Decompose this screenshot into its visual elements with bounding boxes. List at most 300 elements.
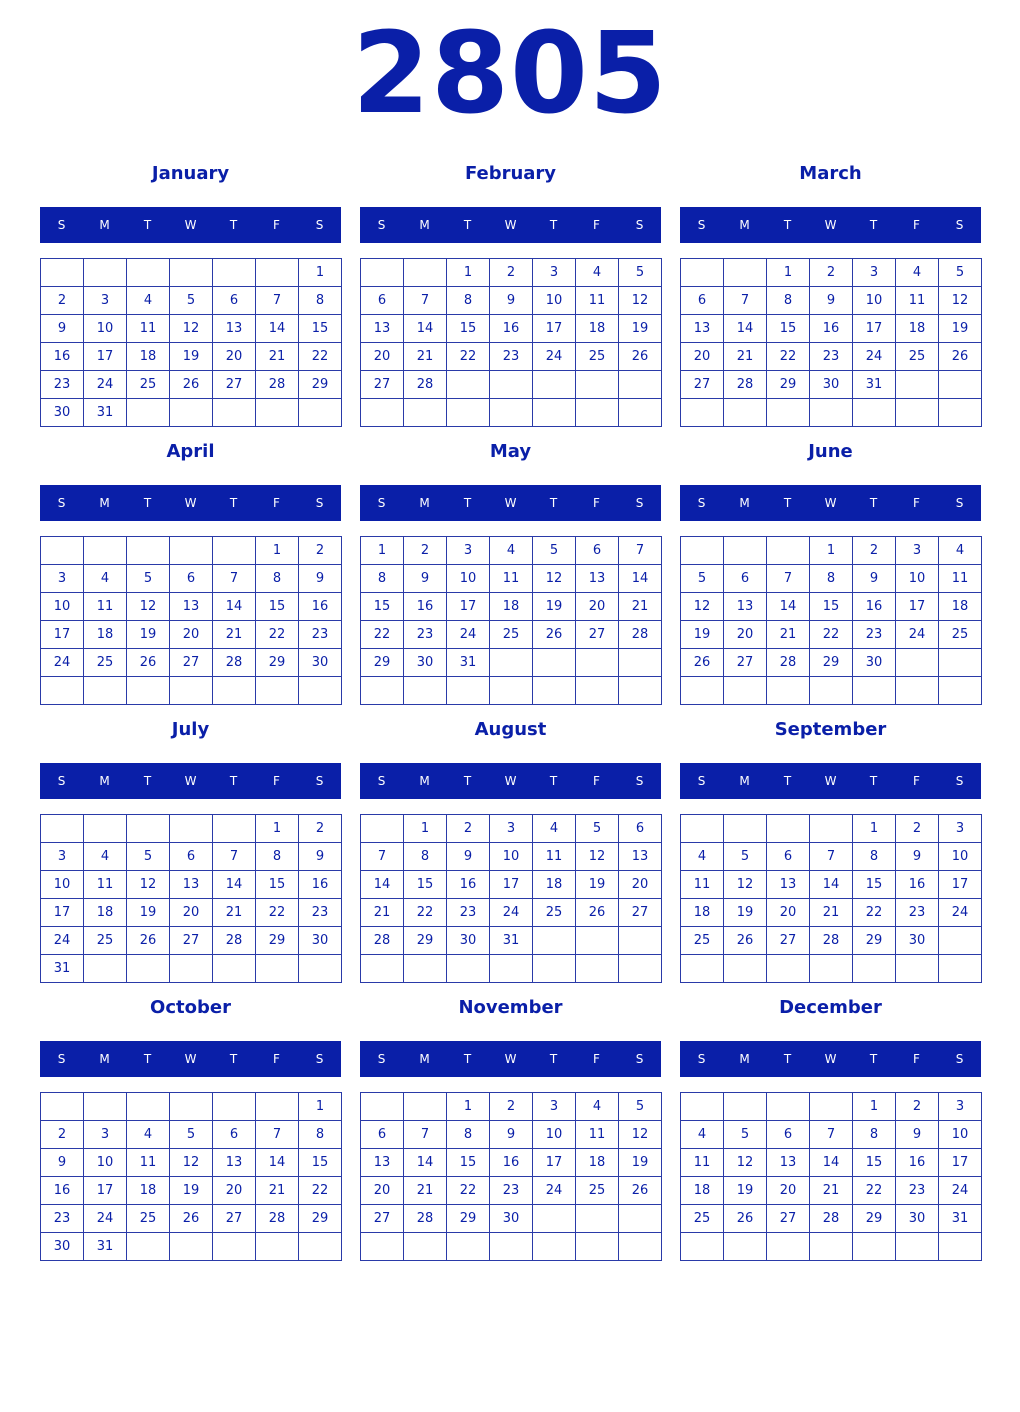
day-cell xyxy=(533,927,576,955)
day-cell: 21 xyxy=(213,621,256,649)
day-cell: 31 xyxy=(84,399,127,427)
week-row xyxy=(361,1233,662,1261)
day-cell xyxy=(576,927,619,955)
day-cell: 27 xyxy=(767,927,810,955)
weekday-header-bar xyxy=(680,207,981,243)
day-cell xyxy=(170,399,213,427)
day-cell: 24 xyxy=(447,621,490,649)
weekday-header: T xyxy=(143,774,152,788)
day-cell: 15 xyxy=(256,593,299,621)
weekday-header: S xyxy=(57,218,66,232)
day-cell: 24 xyxy=(533,343,576,371)
day-cell: 3 xyxy=(41,843,84,871)
day-cell xyxy=(41,1093,84,1121)
week-row xyxy=(361,565,662,593)
day-cell: 12 xyxy=(681,593,724,621)
day-cell: 14 xyxy=(810,1149,853,1177)
day-cell: 10 xyxy=(533,287,576,315)
day-cell: 2 xyxy=(490,259,533,287)
week-row xyxy=(681,1205,982,1233)
day-cell: 24 xyxy=(939,899,982,927)
day-cell: 2 xyxy=(299,815,342,843)
day-cell: 22 xyxy=(256,899,299,927)
weekday-header: F xyxy=(913,774,920,788)
day-cell: 3 xyxy=(490,815,533,843)
weekday-header: T xyxy=(869,218,878,232)
day-cell: 8 xyxy=(256,843,299,871)
week-row xyxy=(361,287,662,315)
day-cell: 5 xyxy=(681,565,724,593)
week-row xyxy=(681,871,982,899)
week-row xyxy=(361,593,662,621)
day-cell: 13 xyxy=(767,871,810,899)
day-cell: 16 xyxy=(490,1149,533,1177)
day-cell: 16 xyxy=(896,871,939,899)
day-cell xyxy=(853,1233,896,1261)
day-cell: 2 xyxy=(299,537,342,565)
day-cell: 14 xyxy=(619,565,662,593)
day-cell: 4 xyxy=(939,537,982,565)
weekday-header: T xyxy=(549,1052,558,1066)
day-cell: 30 xyxy=(41,1233,84,1261)
day-grid xyxy=(680,536,982,705)
week-row xyxy=(41,1177,342,1205)
day-cell xyxy=(619,677,662,705)
week-row xyxy=(41,371,342,399)
day-cell: 30 xyxy=(896,927,939,955)
day-cell xyxy=(853,677,896,705)
week-row xyxy=(361,927,662,955)
week-row xyxy=(681,649,982,677)
day-cell: 11 xyxy=(681,1149,724,1177)
weekday-header: M xyxy=(739,218,750,232)
day-cell: 7 xyxy=(213,843,256,871)
day-cell xyxy=(490,371,533,399)
day-cell: 31 xyxy=(939,1205,982,1233)
weekday-header: S xyxy=(315,496,324,510)
day-cell: 7 xyxy=(767,565,810,593)
weekday-header: M xyxy=(739,496,750,510)
day-cell: 30 xyxy=(810,371,853,399)
day-cell: 7 xyxy=(256,1121,299,1149)
month-name: July xyxy=(171,719,210,740)
day-cell: 13 xyxy=(724,593,767,621)
day-cell xyxy=(810,677,853,705)
day-cell: 26 xyxy=(681,649,724,677)
weekday-header: W xyxy=(504,1052,517,1066)
day-cell xyxy=(361,1093,404,1121)
day-cell: 17 xyxy=(533,315,576,343)
day-cell xyxy=(810,1233,853,1261)
day-cell xyxy=(361,399,404,427)
day-cell xyxy=(533,649,576,677)
day-cell: 9 xyxy=(404,565,447,593)
week-row xyxy=(41,843,342,871)
day-cell: 28 xyxy=(404,1205,447,1233)
day-cell: 28 xyxy=(256,1205,299,1233)
day-cell: 29 xyxy=(256,927,299,955)
day-cell xyxy=(361,677,404,705)
weekday-header: W xyxy=(504,774,517,788)
day-cell: 12 xyxy=(724,871,767,899)
day-cell: 15 xyxy=(299,1149,342,1177)
day-cell: 20 xyxy=(681,343,724,371)
day-cell: 23 xyxy=(896,899,939,927)
day-cell: 13 xyxy=(576,565,619,593)
day-cell: 15 xyxy=(447,315,490,343)
day-cell: 1 xyxy=(299,259,342,287)
day-cell: 15 xyxy=(256,871,299,899)
day-cell: 19 xyxy=(724,1177,767,1205)
day-cell: 6 xyxy=(767,843,810,871)
day-cell: 30 xyxy=(299,927,342,955)
day-cell: 29 xyxy=(853,1205,896,1233)
day-cell: 22 xyxy=(853,899,896,927)
day-cell: 25 xyxy=(939,621,982,649)
day-cell: 9 xyxy=(299,565,342,593)
day-cell: 24 xyxy=(490,899,533,927)
day-cell: 4 xyxy=(576,1093,619,1121)
day-cell: 17 xyxy=(84,343,127,371)
day-cell: 11 xyxy=(127,315,170,343)
month-july xyxy=(40,716,341,984)
weekday-header: S xyxy=(697,218,706,232)
day-cell xyxy=(853,955,896,983)
day-cell: 17 xyxy=(84,1177,127,1205)
weekday-header: S xyxy=(635,496,644,510)
day-cell: 1 xyxy=(256,537,299,565)
day-cell xyxy=(853,399,896,427)
day-cell: 29 xyxy=(767,371,810,399)
day-cell xyxy=(681,1093,724,1121)
day-cell: 4 xyxy=(84,843,127,871)
week-row xyxy=(361,649,662,677)
day-cell: 8 xyxy=(767,287,810,315)
day-cell xyxy=(896,955,939,983)
day-cell: 20 xyxy=(361,1177,404,1205)
day-cell: 6 xyxy=(724,565,767,593)
day-cell xyxy=(256,677,299,705)
week-row xyxy=(361,871,662,899)
week-row xyxy=(361,259,662,287)
day-cell: 17 xyxy=(896,593,939,621)
week-row xyxy=(361,677,662,705)
week-row xyxy=(681,815,982,843)
day-cell xyxy=(299,677,342,705)
day-cell: 27 xyxy=(213,1205,256,1233)
weekday-header: S xyxy=(955,218,964,232)
day-cell: 10 xyxy=(447,565,490,593)
day-cell: 8 xyxy=(299,287,342,315)
day-cell xyxy=(170,259,213,287)
day-cell xyxy=(361,1233,404,1261)
weekday-header: F xyxy=(273,1052,280,1066)
day-cell xyxy=(939,371,982,399)
weekday-header: W xyxy=(184,1052,197,1066)
day-cell: 25 xyxy=(84,649,127,677)
day-cell xyxy=(490,649,533,677)
day-cell: 18 xyxy=(490,593,533,621)
day-cell: 12 xyxy=(939,287,982,315)
day-cell: 6 xyxy=(213,1121,256,1149)
day-cell xyxy=(619,649,662,677)
weekday-header: T xyxy=(229,1052,238,1066)
day-cell: 3 xyxy=(896,537,939,565)
day-cell: 3 xyxy=(84,1121,127,1149)
day-cell: 8 xyxy=(256,565,299,593)
weekday-header: W xyxy=(504,496,517,510)
weekday-header-bar xyxy=(360,763,661,799)
weekday-header: W xyxy=(824,218,837,232)
day-cell: 25 xyxy=(681,1205,724,1233)
day-cell: 11 xyxy=(490,565,533,593)
weekday-header: F xyxy=(273,496,280,510)
day-cell: 12 xyxy=(127,871,170,899)
day-cell: 10 xyxy=(41,593,84,621)
day-cell xyxy=(447,677,490,705)
day-cell: 23 xyxy=(896,1177,939,1205)
day-cell: 3 xyxy=(447,537,490,565)
weekday-header: W xyxy=(824,774,837,788)
day-cell: 16 xyxy=(299,871,342,899)
day-cell: 24 xyxy=(533,1177,576,1205)
day-cell: 6 xyxy=(213,287,256,315)
weekday-header: M xyxy=(419,1052,430,1066)
weekday-header: S xyxy=(697,496,706,510)
day-cell: 4 xyxy=(681,1121,724,1149)
day-cell: 2 xyxy=(490,1093,533,1121)
day-cell: 10 xyxy=(490,843,533,871)
day-cell: 19 xyxy=(619,315,662,343)
day-cell: 19 xyxy=(681,621,724,649)
weekday-header: S xyxy=(697,774,706,788)
week-row xyxy=(681,899,982,927)
week-row xyxy=(41,1093,342,1121)
day-cell xyxy=(939,927,982,955)
day-cell xyxy=(724,955,767,983)
day-cell xyxy=(724,259,767,287)
day-cell: 25 xyxy=(576,343,619,371)
day-cell xyxy=(256,259,299,287)
day-cell: 13 xyxy=(681,315,724,343)
day-cell: 15 xyxy=(853,1149,896,1177)
day-cell: 31 xyxy=(490,927,533,955)
weekday-header: S xyxy=(955,1052,964,1066)
day-cell: 3 xyxy=(853,259,896,287)
month-january xyxy=(40,160,341,428)
day-cell: 21 xyxy=(724,343,767,371)
day-cell: 22 xyxy=(447,343,490,371)
week-row xyxy=(41,927,342,955)
day-cell: 3 xyxy=(939,1093,982,1121)
day-cell: 27 xyxy=(619,899,662,927)
day-cell xyxy=(896,371,939,399)
day-cell: 20 xyxy=(361,343,404,371)
day-cell: 2 xyxy=(810,259,853,287)
day-cell xyxy=(576,1233,619,1261)
day-cell: 28 xyxy=(404,371,447,399)
weekday-header: M xyxy=(419,496,430,510)
day-cell: 5 xyxy=(127,565,170,593)
day-cell xyxy=(810,1093,853,1121)
day-cell: 22 xyxy=(447,1177,490,1205)
weekday-header: S xyxy=(635,218,644,232)
day-cell: 19 xyxy=(533,593,576,621)
weekday-header: S xyxy=(315,218,324,232)
day-grid xyxy=(40,1092,342,1261)
day-cell: 24 xyxy=(896,621,939,649)
day-cell: 19 xyxy=(724,899,767,927)
day-cell xyxy=(533,955,576,983)
day-grid xyxy=(360,536,662,705)
day-cell xyxy=(404,259,447,287)
day-cell: 20 xyxy=(767,899,810,927)
week-row xyxy=(41,259,342,287)
day-cell: 24 xyxy=(41,927,84,955)
day-cell: 8 xyxy=(447,287,490,315)
day-cell: 13 xyxy=(361,315,404,343)
week-row xyxy=(681,565,982,593)
week-row xyxy=(41,1205,342,1233)
day-cell: 20 xyxy=(213,343,256,371)
day-cell: 7 xyxy=(361,843,404,871)
week-row xyxy=(361,1205,662,1233)
weekday-header: M xyxy=(99,496,110,510)
day-cell: 17 xyxy=(447,593,490,621)
day-cell: 24 xyxy=(939,1177,982,1205)
day-cell xyxy=(170,955,213,983)
week-row xyxy=(41,537,342,565)
day-cell xyxy=(127,677,170,705)
day-cell: 29 xyxy=(299,1205,342,1233)
day-cell xyxy=(681,955,724,983)
weekday-header-bar xyxy=(360,485,661,521)
week-row xyxy=(41,677,342,705)
day-cell: 5 xyxy=(127,843,170,871)
week-row xyxy=(41,1149,342,1177)
day-cell xyxy=(533,1205,576,1233)
day-cell xyxy=(533,371,576,399)
day-cell: 31 xyxy=(84,1233,127,1261)
weekday-header: T xyxy=(783,774,792,788)
day-cell: 5 xyxy=(170,1121,213,1149)
day-cell: 16 xyxy=(853,593,896,621)
weekday-header: S xyxy=(377,774,386,788)
day-cell: 15 xyxy=(299,315,342,343)
weekday-header: S xyxy=(57,496,66,510)
day-cell xyxy=(213,955,256,983)
day-cell: 2 xyxy=(853,537,896,565)
day-cell: 13 xyxy=(619,843,662,871)
day-cell: 1 xyxy=(361,537,404,565)
day-cell: 7 xyxy=(724,287,767,315)
day-cell xyxy=(810,399,853,427)
day-cell: 2 xyxy=(41,1121,84,1149)
day-cell: 1 xyxy=(447,259,490,287)
weekday-header: T xyxy=(229,496,238,510)
day-cell: 29 xyxy=(256,649,299,677)
day-cell xyxy=(896,399,939,427)
week-row xyxy=(41,621,342,649)
weekday-header: W xyxy=(184,218,197,232)
day-cell: 1 xyxy=(404,815,447,843)
day-cell: 28 xyxy=(256,371,299,399)
week-row xyxy=(41,565,342,593)
day-cell xyxy=(84,1093,127,1121)
day-cell: 9 xyxy=(490,287,533,315)
week-row xyxy=(681,371,982,399)
day-grid xyxy=(680,814,982,983)
day-cell: 12 xyxy=(127,593,170,621)
day-cell: 16 xyxy=(41,1177,84,1205)
day-cell: 9 xyxy=(853,565,896,593)
week-row xyxy=(681,1093,982,1121)
day-cell xyxy=(896,677,939,705)
day-cell xyxy=(213,537,256,565)
day-cell: 28 xyxy=(810,927,853,955)
day-cell: 20 xyxy=(213,1177,256,1205)
day-cell xyxy=(490,955,533,983)
day-cell: 13 xyxy=(213,315,256,343)
weekday-header: S xyxy=(635,1052,644,1066)
day-cell: 30 xyxy=(447,927,490,955)
day-cell: 19 xyxy=(127,621,170,649)
weekday-header: M xyxy=(99,774,110,788)
day-cell: 25 xyxy=(681,927,724,955)
week-row xyxy=(361,537,662,565)
day-cell: 13 xyxy=(170,871,213,899)
day-cell xyxy=(576,399,619,427)
week-row xyxy=(361,843,662,871)
day-cell xyxy=(84,955,127,983)
day-cell: 7 xyxy=(810,1121,853,1149)
weekday-header: S xyxy=(315,1052,324,1066)
day-cell: 25 xyxy=(896,343,939,371)
weekday-header: F xyxy=(273,218,280,232)
day-cell xyxy=(619,1205,662,1233)
day-cell: 29 xyxy=(810,649,853,677)
day-cell: 26 xyxy=(533,621,576,649)
day-cell: 27 xyxy=(170,927,213,955)
weekday-header: S xyxy=(955,774,964,788)
day-cell xyxy=(213,399,256,427)
month-may xyxy=(360,438,661,706)
day-cell: 28 xyxy=(724,371,767,399)
day-cell: 14 xyxy=(256,1149,299,1177)
day-cell: 23 xyxy=(299,899,342,927)
day-cell xyxy=(619,955,662,983)
week-row xyxy=(361,315,662,343)
day-cell: 6 xyxy=(619,815,662,843)
day-cell: 18 xyxy=(84,621,127,649)
day-grid xyxy=(680,1092,982,1261)
day-cell: 24 xyxy=(853,343,896,371)
day-cell: 6 xyxy=(361,1121,404,1149)
day-cell: 4 xyxy=(576,259,619,287)
day-cell: 14 xyxy=(256,315,299,343)
day-cell xyxy=(681,1233,724,1261)
week-row xyxy=(41,1233,342,1261)
day-cell xyxy=(576,955,619,983)
weekday-header: S xyxy=(955,496,964,510)
day-grid xyxy=(680,258,982,427)
day-cell: 26 xyxy=(170,371,213,399)
day-cell: 26 xyxy=(127,927,170,955)
day-cell xyxy=(213,1233,256,1261)
day-cell: 2 xyxy=(404,537,447,565)
weekday-header: M xyxy=(739,1052,750,1066)
day-cell: 27 xyxy=(213,371,256,399)
